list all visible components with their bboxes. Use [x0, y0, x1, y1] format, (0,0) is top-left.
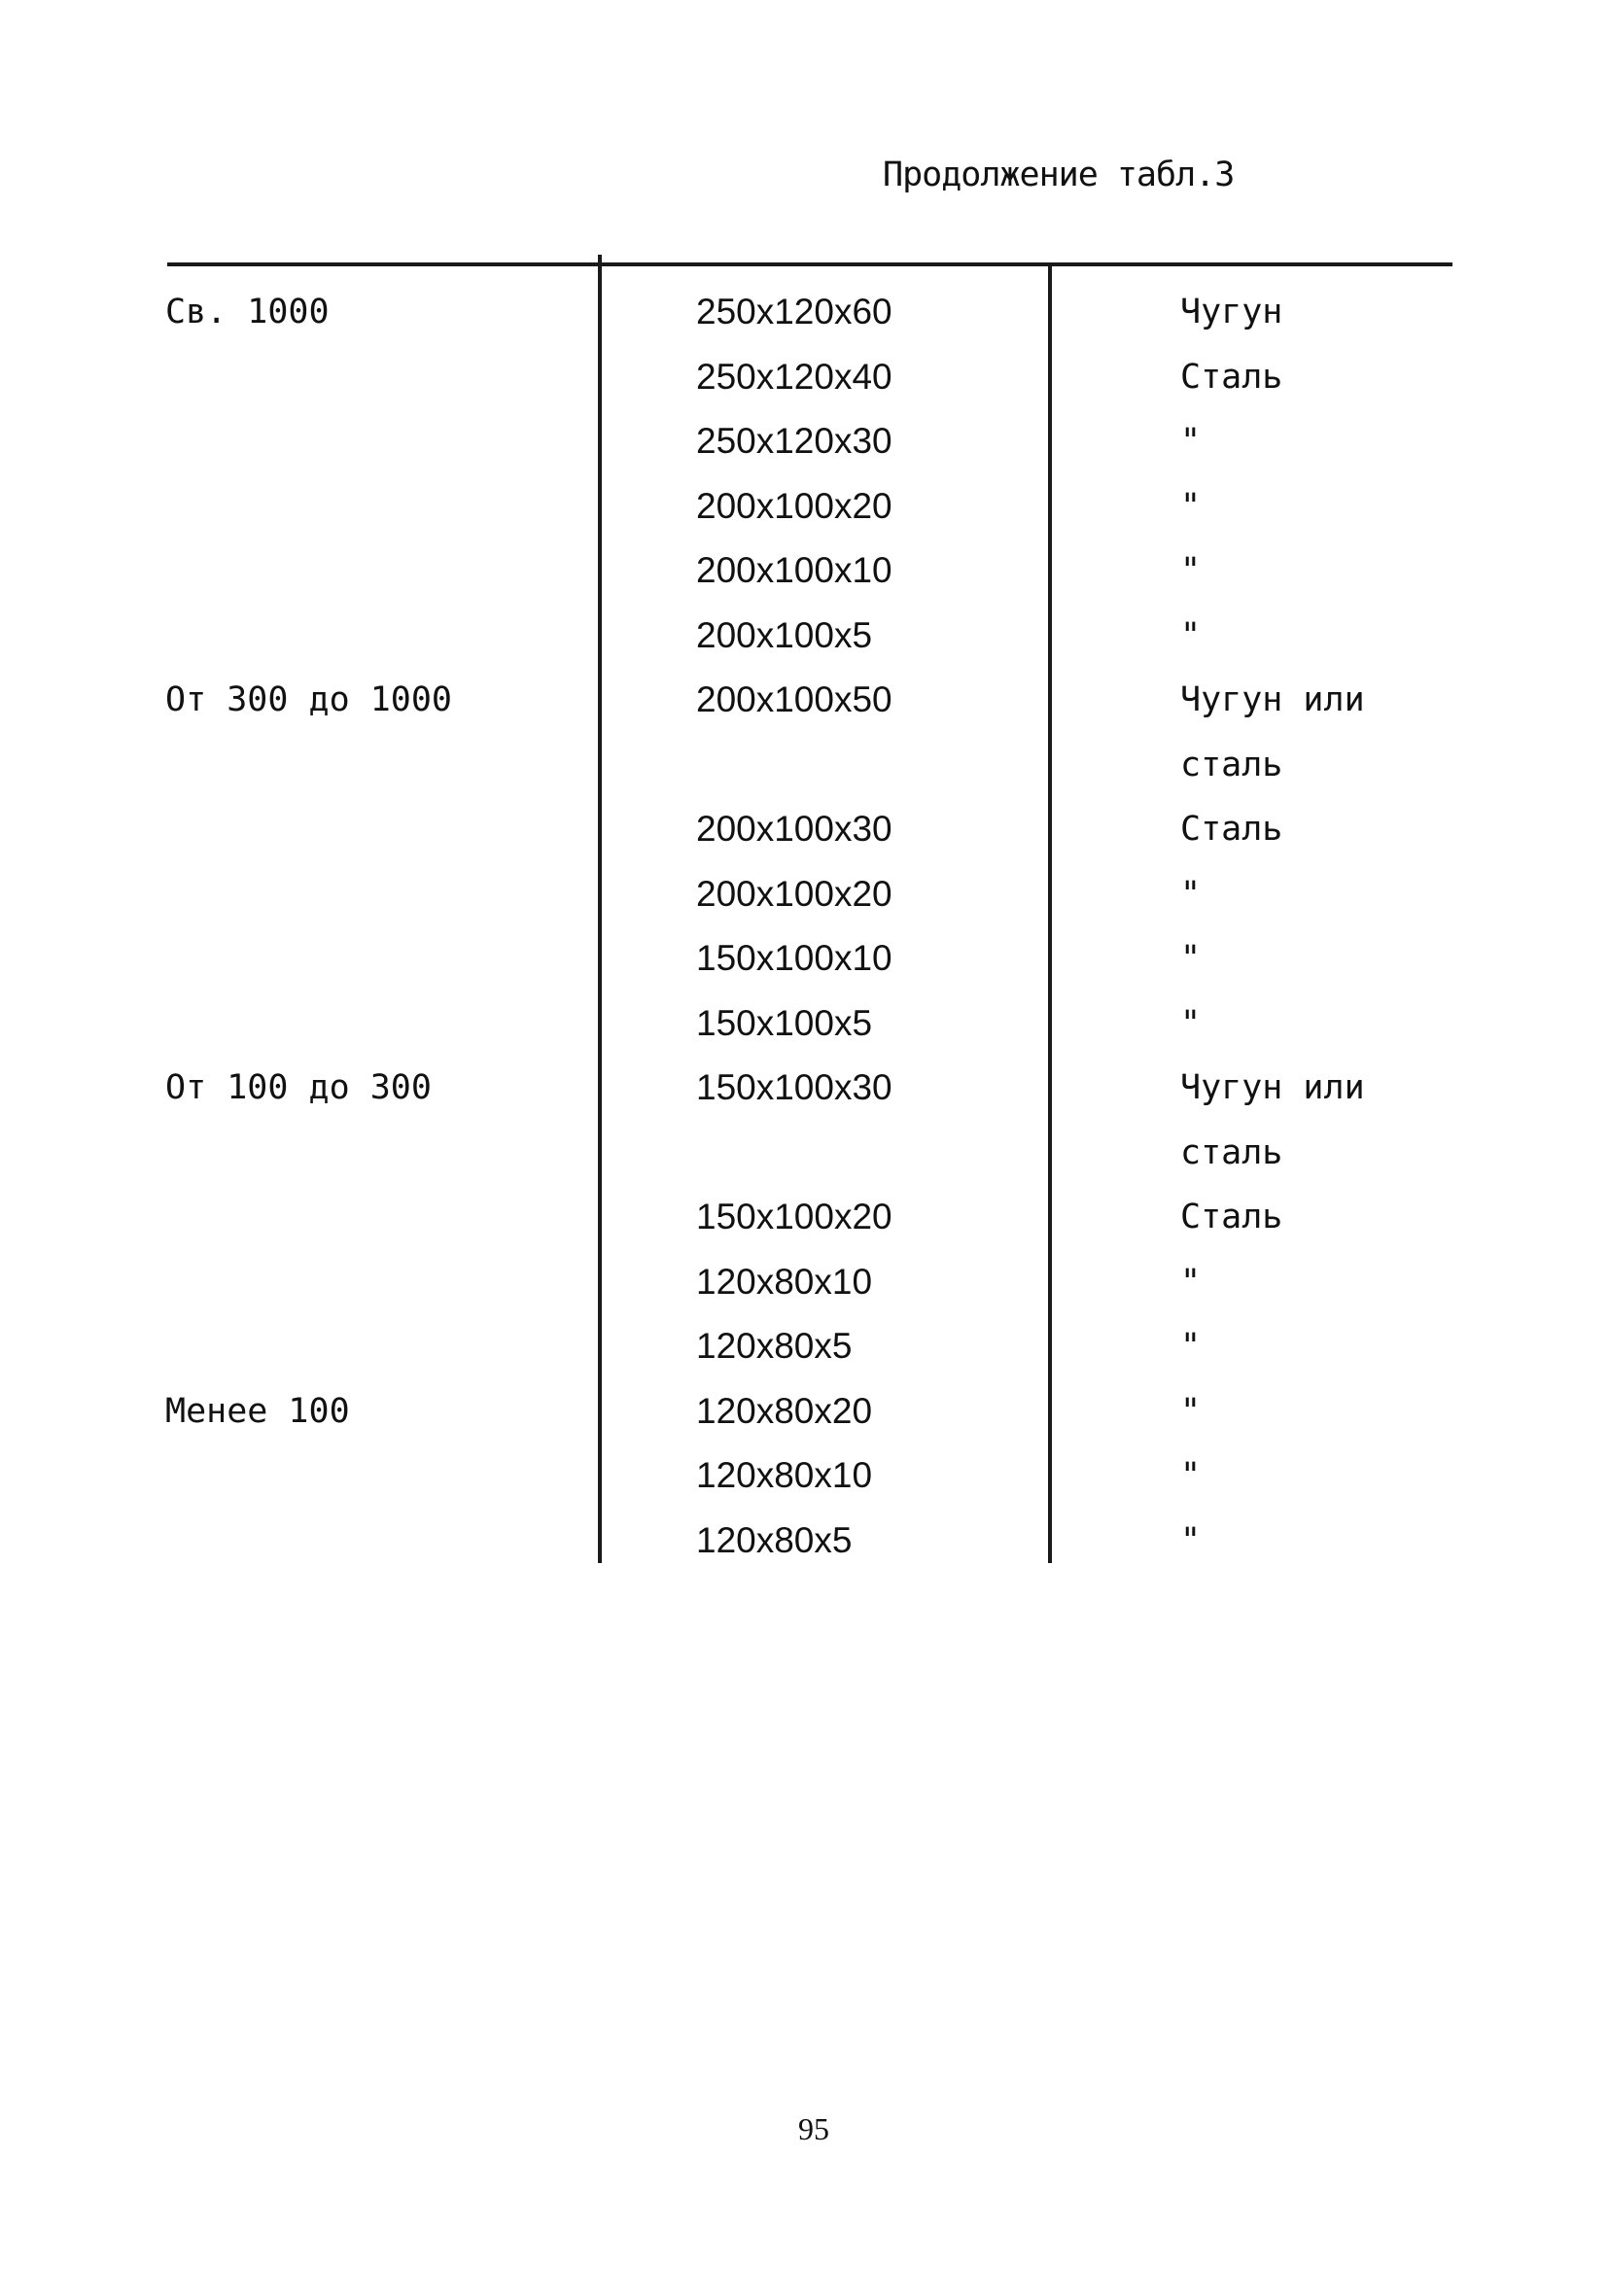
- table-row: [0, 1451, 1608, 1516]
- material-cell: Чугун: [1180, 293, 1283, 331]
- page-number: 95: [798, 2111, 829, 2146]
- table-continuation-caption: Продолжение табл.3: [883, 156, 1235, 194]
- size-cell: 150x100x30: [696, 1067, 892, 1107]
- size-cell: 250x120x30: [696, 421, 892, 461]
- material-cell: ": [1180, 1262, 1202, 1302]
- material-cell: ": [1180, 874, 1202, 914]
- material-cell: ": [1180, 422, 1202, 461]
- range-cell: От 100 до 300: [165, 1068, 432, 1107]
- size-cell: 200x100x10: [696, 550, 892, 590]
- material-cell: ": [1180, 1003, 1202, 1043]
- size-cell: 200x100x5: [696, 614, 873, 655]
- range-cell: Менее 100: [165, 1391, 350, 1431]
- size-cell: 150x100x5: [696, 1002, 873, 1043]
- table-row: [0, 1258, 1608, 1323]
- range-cell: От 300 до 1000: [165, 680, 453, 719]
- material-cell: ": [1180, 551, 1202, 590]
- table-row: [0, 1129, 1608, 1194]
- table-row: [0, 546, 1608, 611]
- material-cell: ": [1180, 615, 1202, 655]
- table-row: [0, 870, 1608, 935]
- size-cell: 150x100x20: [696, 1197, 892, 1236]
- size-cell: 200x100x20: [696, 485, 892, 526]
- range-cell: Св. 1000: [165, 293, 330, 331]
- size-cell: 150x100x10: [696, 938, 892, 978]
- material-cell: ": [1180, 1391, 1202, 1431]
- size-cell: 200x100x20: [696, 873, 892, 914]
- table-row: [0, 1322, 1608, 1387]
- table-row: [0, 1516, 1608, 1582]
- material-cell: Сталь: [1180, 1198, 1283, 1236]
- table-row: [0, 1193, 1608, 1258]
- size-cell: 250x120x60: [696, 292, 892, 331]
- table-row: [0, 999, 1608, 1064]
- material-cell: сталь: [1180, 745, 1283, 784]
- table-row: [0, 676, 1608, 741]
- size-cell: 120x80x20: [696, 1390, 873, 1431]
- size-cell: 120x80x5: [696, 1326, 853, 1366]
- material-cell: ": [1180, 486, 1202, 526]
- size-cell: 120x80x10: [696, 1261, 873, 1302]
- size-cell: 200x100x50: [696, 679, 892, 719]
- material-cell: ": [1180, 939, 1202, 978]
- material-cell: Чугун или: [1180, 1068, 1365, 1107]
- size-cell: 120x80x5: [696, 1519, 853, 1560]
- table-top-rule: [167, 262, 1452, 266]
- table-row: [0, 805, 1608, 870]
- material-cell: ": [1180, 1327, 1202, 1366]
- material-cell: сталь: [1180, 1132, 1283, 1172]
- table-row: [0, 288, 1608, 353]
- table-row: [0, 741, 1608, 806]
- size-cell: 120x80x10: [696, 1455, 873, 1495]
- material-cell: Сталь: [1180, 357, 1283, 397]
- material-cell: Чугун или: [1180, 680, 1365, 719]
- material-cell: ": [1180, 1520, 1202, 1560]
- size-cell: 200x100x30: [696, 809, 892, 849]
- material-cell: Сталь: [1180, 810, 1283, 849]
- table-body: [0, 288, 1608, 1581]
- table-row: [0, 417, 1608, 482]
- table-row: [0, 1387, 1608, 1452]
- material-cell: ": [1180, 1456, 1202, 1495]
- table-row: [0, 482, 1608, 547]
- table-row: [0, 611, 1608, 677]
- size-cell: 250x120x40: [696, 356, 892, 397]
- table-row: [0, 934, 1608, 999]
- table-row: [0, 353, 1608, 418]
- table-row: [0, 1063, 1608, 1129]
